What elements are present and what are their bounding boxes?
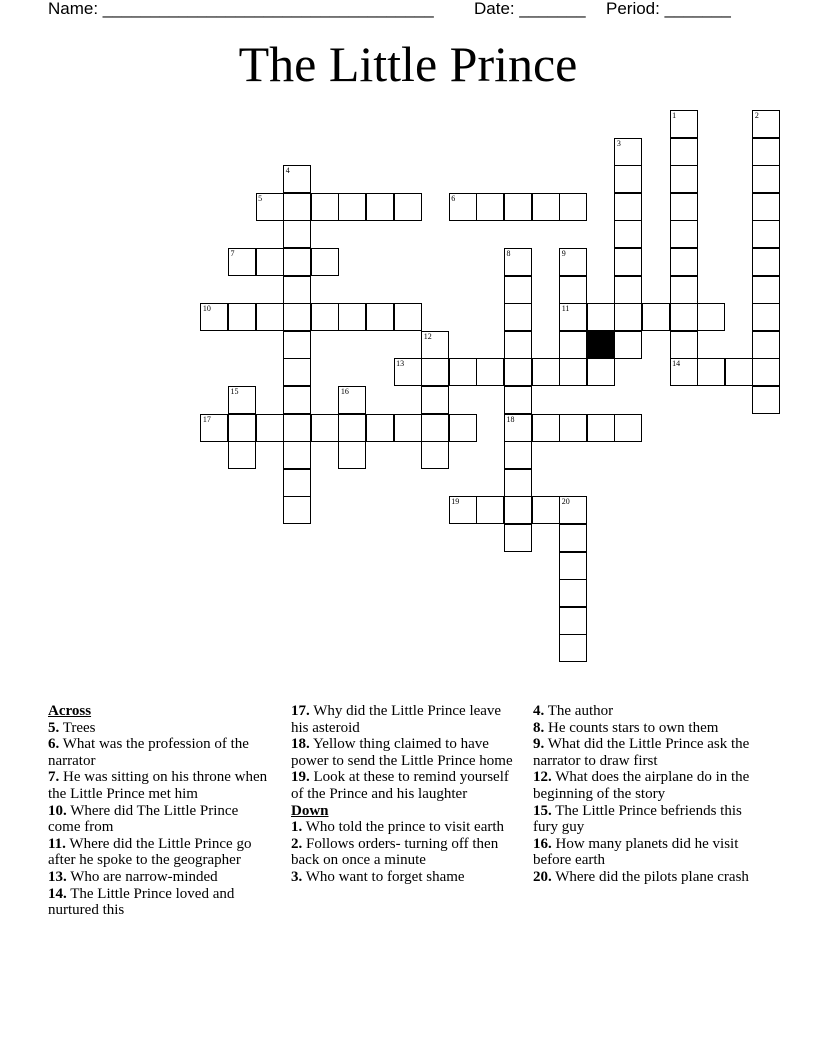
grid-cell[interactable] [338,441,366,469]
grid-cell[interactable] [421,386,449,414]
grid-cell[interactable] [228,414,256,442]
grid-cell[interactable] [283,248,311,276]
grid-cell[interactable] [504,469,532,497]
grid-cell[interactable] [311,248,339,276]
grid-cell[interactable] [504,524,532,552]
clue-down-2: 2. Follows orders- turning off then back on once a minute [291,835,499,869]
clue-across-13: 13. Who are narrow-minded [48,868,218,885]
grid-cell[interactable] [559,634,587,662]
grid-cell[interactable] [476,358,504,386]
grid-cell[interactable] [311,414,339,442]
grid-cell[interactable] [504,441,532,469]
grid-cell[interactable] [642,303,670,331]
grid-cell[interactable] [559,524,587,552]
grid-cell[interactable] [697,358,725,386]
grid-cell[interactable] [421,441,449,469]
grid-cell[interactable] [587,303,615,331]
grid-cell[interactable] [614,220,642,248]
clue-across-18: 18. Yellow thing claimed to have power to send the Little Prince home [291,736,513,769]
period-field-label: Period: _______ [606,0,731,18]
grid-cell[interactable] [228,441,256,469]
date-field-label: Date: _______ [474,0,586,18]
clue-down-4: 4. The author [533,703,614,719]
clue-number-12: 12 [423,331,432,341]
black-cell [587,331,615,359]
grid-cell[interactable] [697,303,725,331]
clue-across-7: 7. He was sitting on his throne when the Little Prince met him [48,769,268,802]
grid-cell[interactable] [559,276,587,304]
grid-cell[interactable] [476,496,504,524]
grid-cell[interactable] [504,496,532,524]
grid-cell[interactable] [504,303,532,331]
grid-cell[interactable] [614,414,642,442]
grid-cell[interactable] [670,331,698,359]
clue-number-6: 6 [451,193,456,203]
grid-cell[interactable] [532,496,560,524]
grid-cell[interactable] [283,358,311,386]
clue-number-9: 9 [561,249,566,258]
grid-cell[interactable] [283,303,311,331]
grid-cell[interactable] [559,193,587,221]
clue-number-1: 1 [672,111,677,120]
clue-number-13: 13 [396,359,405,369]
grid-cell[interactable] [394,414,422,442]
grid-cell[interactable] [752,165,780,193]
grid-cell[interactable] [532,414,560,442]
grid-cell[interactable] [752,276,780,304]
grid-cell[interactable] [366,193,394,221]
grid-cell[interactable] [587,414,615,442]
grid-cell[interactable] [476,193,504,221]
clue-number-11: 11 [561,304,570,314]
grid-cell[interactable] [614,193,642,221]
clue-column-1 [48,703,270,919]
clue-number-15: 15 [230,387,239,396]
clue-number-18: 18 [506,414,515,424]
grid-cell[interactable] [752,193,780,221]
clue-down-16: 16. How many planets did he visit before earth [533,835,739,869]
clue-number-17: 17 [202,414,211,424]
grid-cell[interactable] [752,303,780,331]
grid-cell[interactable] [504,276,532,304]
grid-cell[interactable] [670,193,698,221]
grid-cell[interactable] [752,138,780,166]
grid-cell[interactable] [256,303,284,331]
grid-cell[interactable] [449,358,477,386]
grid-cell[interactable] [311,303,339,331]
grid-cell[interactable] [311,193,339,221]
clue-number-2: 2 [754,111,759,120]
grid-cell[interactable] [670,165,698,193]
clue-down-12: 12. What does the airplane do in the beginning of the story [533,769,750,802]
grid-cell[interactable] [752,386,780,414]
clue-column-3 [533,703,759,886]
grid-cell[interactable] [338,193,366,221]
grid-cell[interactable] [504,193,532,221]
clue-down-1: 1. Who told the prince to visit earth [291,819,505,836]
down-heading: Down [291,802,329,819]
grid-cell[interactable] [559,607,587,635]
grid-cell[interactable] [283,414,311,442]
clue-number-8: 8 [506,249,511,258]
grid-cell[interactable] [366,414,394,442]
grid-cell[interactable] [587,358,615,386]
grid-cell[interactable] [283,331,311,359]
grid-cell[interactable] [283,469,311,497]
grid-cell[interactable] [421,358,449,386]
grid-cell[interactable] [504,331,532,359]
grid-cell[interactable] [559,552,587,580]
grid-cell[interactable] [614,303,642,331]
grid-cell[interactable] [449,414,477,442]
clue-across-6: 6. What was the profession of the narrator [48,736,249,769]
grid-cell[interactable] [532,193,560,221]
grid-cell[interactable] [614,276,642,304]
grid-cell[interactable] [338,303,366,331]
grid-cell[interactable] [559,331,587,359]
grid-cell[interactable] [283,496,311,524]
grid-cell[interactable] [338,414,366,442]
clue-down-8: 8. He counts stars to own them [533,719,719,736]
grid-cell[interactable] [559,358,587,386]
grid-cell[interactable] [614,331,642,359]
grid-cell[interactable] [752,331,780,359]
grid-cell[interactable] [670,248,698,276]
clue-number-10: 10 [202,304,211,314]
grid-cell[interactable] [283,220,311,248]
grid-cell[interactable] [670,276,698,304]
clue-number-16: 16 [340,387,349,396]
grid-cell[interactable] [366,303,394,331]
grid-cell[interactable] [283,386,311,414]
grid-cell[interactable] [559,579,587,607]
clue-down-3: 3. Who want to forget shame [291,868,465,885]
grid-cell[interactable] [394,303,422,331]
grid-cell[interactable] [283,441,311,469]
grid-cell[interactable] [670,303,698,331]
clue-across-10: 10. Where did The Little Prince come from [48,802,239,836]
grid-cell[interactable] [256,414,284,442]
grid-cell[interactable] [532,358,560,386]
grid-cell[interactable] [614,165,642,193]
grid-cell[interactable] [670,138,698,166]
clue-down-15: 15. The Little Prince befriends this fury guy [533,802,742,836]
clue-number-3: 3 [616,138,621,148]
clue-column-2 [291,703,513,886]
grid-cell[interactable] [752,248,780,276]
grid-cell[interactable] [504,358,532,386]
grid-cell[interactable] [283,193,311,221]
clue-across-17: 17. Why did the Little Prince leave his asteroid [291,703,502,736]
grid-cell[interactable] [670,220,698,248]
clue-across-5: 5. Trees [48,719,96,736]
grid-cell[interactable] [752,220,780,248]
grid-cell[interactable] [394,193,422,221]
grid-cell[interactable] [559,414,587,442]
clue-across-11: 11. Where did the Little Prince go after he spoke to the geographer [48,835,252,869]
clue-number-5: 5 [258,193,263,203]
name-field-label: Name: ___________________________________ [48,0,434,18]
clue-number-20: 20 [561,497,570,507]
grid-cell[interactable] [614,248,642,276]
clue-number-4: 4 [285,166,290,176]
clue-number-7: 7 [230,249,235,258]
clue-number-19: 19 [451,497,460,507]
grid-cell[interactable] [752,358,780,386]
grid-cell[interactable] [228,303,256,331]
clue-down-20: 20. Where did the pilots plane crash [533,868,749,885]
clue-number-14: 14 [672,359,681,369]
puzzle-title: The Little Prince [238,36,578,92]
grid-cell[interactable] [421,414,449,442]
grid-cell[interactable] [725,358,753,386]
grid-cell[interactable] [256,248,284,276]
clue-down-9: 9. What did the Little Prince ask the narrator to draw first [533,736,750,769]
grid-cell[interactable] [504,386,532,414]
across-heading: Across [48,703,92,719]
clue-across-14: 14. The Little Prince loved and nurtured this [48,885,235,919]
clue-across-19: 19. Look at these to remind yourself of the Prince and his laughter [291,769,509,802]
grid-cell[interactable] [283,276,311,304]
